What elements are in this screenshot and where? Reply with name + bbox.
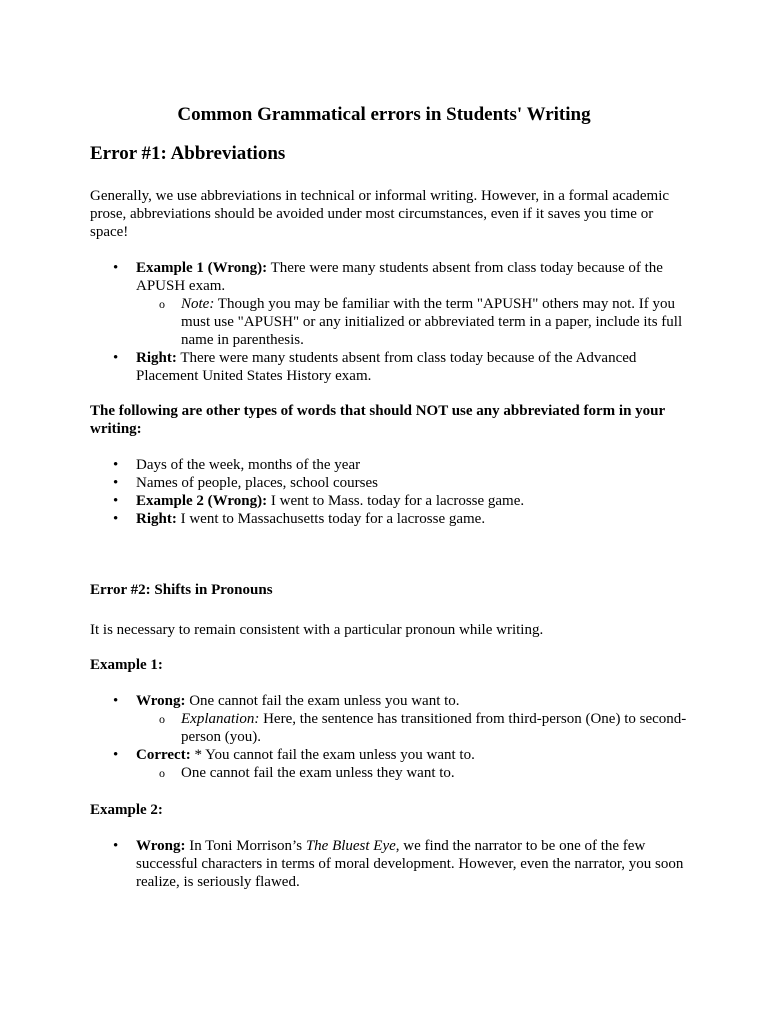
- error2-example2-heading: Example 2:: [90, 802, 163, 818]
- correct-sublist: [136, 764, 690, 782]
- right1-label: Right:: [136, 350, 177, 366]
- error2-heading: Error #2: Shifts in Pronouns: [90, 582, 273, 598]
- explanation-text: Here, the sentence has transitioned from third-person (One) to second-person (you).: [181, 711, 687, 745]
- list-item: o One cannot fail the exam unless they want to.: [136, 764, 690, 782]
- following-paragraph: The following are other types of words that should NOT use any abbreviated form in your writing:: [90, 403, 665, 437]
- list-item: [90, 746, 690, 782]
- list-item: [136, 710, 690, 746]
- correct-text: * You cannot fail the exam unless you want to.: [190, 747, 475, 763]
- error1-heading: Error #1: Abbreviations: [90, 143, 286, 164]
- right2-text: I went to Massachusetts today for a lacrosse game.: [176, 511, 486, 527]
- list-item: [90, 837, 690, 891]
- list-item: • Names of people, places, school courses: [90, 474, 690, 492]
- error1-example-list: [90, 259, 690, 385]
- ex1-wrong-label: Wrong:: [136, 693, 186, 709]
- error2-example1-list: [90, 692, 690, 782]
- right1-text: There were many students absent from class today because of the Advanced Placement United States History exam.: [136, 350, 637, 384]
- example2-label: Example 2 (Wrong):: [136, 493, 268, 509]
- error2-example2-list: [90, 837, 690, 891]
- example2-text: I went to Mass. today for a lacrosse game.: [267, 493, 525, 509]
- word-types-list: [90, 456, 690, 528]
- note-text: Though you may be familiar with the term "APUSH" others may not. If you must use "APUSH" or any initialized or abbreviated term in a paper, include its full name in parenthesis.: [181, 296, 683, 348]
- ex1-wrong-text: One cannot fail the exam unless you want to.: [185, 693, 460, 709]
- explanation-sublist: [136, 710, 690, 746]
- document-title: Common Grammatical errors in Students' Writing: [177, 104, 591, 125]
- list-item: • Days of the week, months of the year: [90, 456, 690, 474]
- book-title: The Bluest Eye: [305, 838, 396, 854]
- list-item: [90, 349, 690, 385]
- list-item: [90, 492, 690, 510]
- list-item: [90, 259, 690, 349]
- list-item: [136, 295, 690, 349]
- ex2-wrong-pre: In Toni Morrison’s: [185, 838, 306, 854]
- explanation-label: Explanation:: [181, 711, 260, 727]
- ex2-wrong-label: Wrong:: [136, 838, 186, 854]
- error2-intro: It is necessary to remain consistent with a particular pronoun while writing.: [90, 622, 544, 638]
- ex2-wrong-post: , we find the narrator to be one of the few successful characters in terms of moral development. However, even the narrator, you soon realize, is seriously flawed.: [136, 838, 684, 890]
- correct-label: Correct:: [136, 747, 191, 763]
- example1-text: There were many students absent from class today because of the APUSH exam.: [136, 260, 663, 294]
- note-label: Note:: [181, 296, 215, 312]
- example1-label: Example 1 (Wrong):: [136, 260, 268, 276]
- error2-example1-heading: Example 1:: [90, 657, 163, 673]
- right2-label: Right:: [136, 511, 177, 527]
- list-item: [90, 510, 690, 528]
- list-item: [90, 692, 690, 746]
- note-sublist: [136, 295, 690, 349]
- error1-intro: Generally, we use abbreviations in technical or informal writing. However, in a formal academic prose, abbreviations should be avoided under most circumstances, even if it saves you time or space!: [90, 188, 670, 240]
